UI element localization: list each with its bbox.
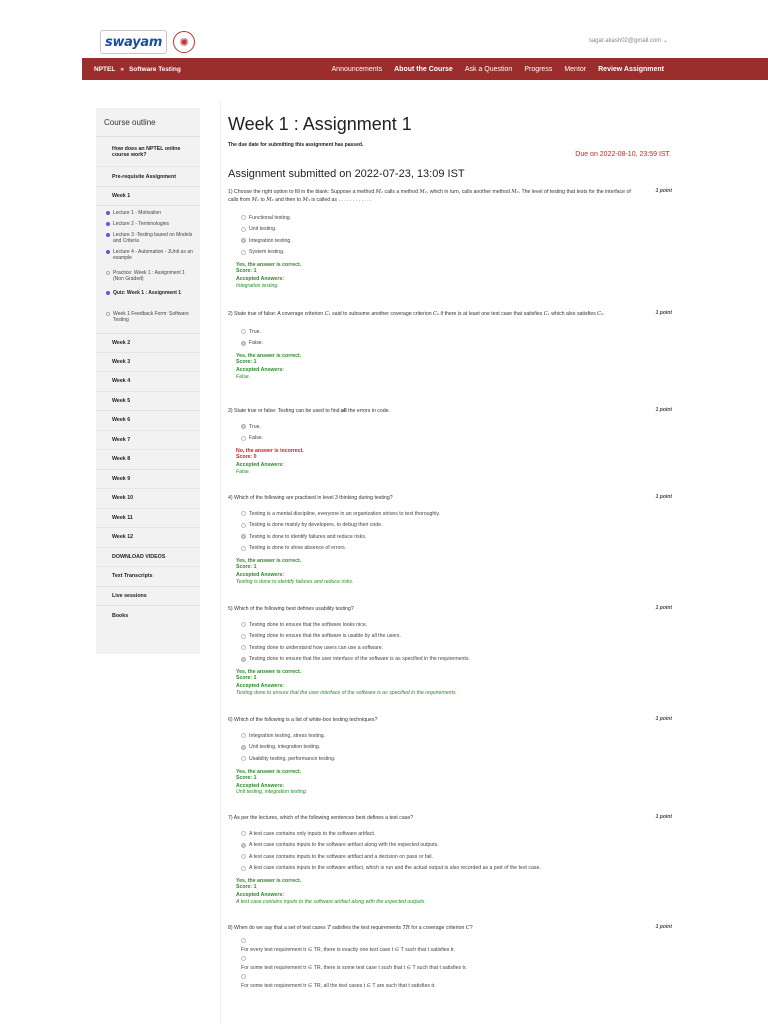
nav-mentor[interactable]: Mentor xyxy=(564,65,587,73)
sidebar-item-week-8[interactable]: Week 8 xyxy=(96,450,200,470)
sidebar-unit[interactable]: Lecture 2 - Terminologies xyxy=(96,221,200,232)
sidebar-item-week-4[interactable]: Week 4 xyxy=(96,372,200,392)
answer-option[interactable]: Unit testing, integration testing. xyxy=(241,742,672,754)
answer-option[interactable]: A test case contains inputs to the software artifact along with the expected outputs. xyxy=(241,840,672,852)
radio-icon[interactable] xyxy=(241,756,246,761)
radio-icon[interactable] xyxy=(241,523,246,528)
answer-option[interactable]: Testing done to ensure that the user interface of the software is as specified in the requirements. xyxy=(241,654,672,666)
completed-dot-icon xyxy=(106,291,110,295)
logo-text: swayam xyxy=(105,34,163,50)
due-date: Due on 2022-08-10, 23:59 IST. xyxy=(575,151,671,158)
swayam-logo[interactable] xyxy=(100,30,167,54)
sidebar-item-week-5[interactable]: Week 5 xyxy=(96,392,200,412)
sidebar-item-week-1[interactable]: Week 1 xyxy=(96,187,200,206)
answer-option[interactable]: Unit testing. xyxy=(241,224,672,236)
answer-feedback: Yes, the answer is correct. Score: 1 Accepted Answers: Integration testing. xyxy=(236,262,302,289)
nav-links xyxy=(332,58,664,80)
radio-icon[interactable] xyxy=(241,329,246,334)
course-outline-sidebar xyxy=(96,108,200,654)
question-points: 1 point xyxy=(655,924,672,930)
answer-option[interactable]: Testing is done to show absence of errors. xyxy=(241,543,672,555)
answer-option[interactable]: For some test requirement tr ∈ TR, there is some test case t such that t ∈ T such that t satisfies tr. xyxy=(241,956,672,971)
answer-option[interactable]: A test case contains inputs to the software artifact, which is run and the actual output is also recorded as a part of the test case. xyxy=(241,863,672,875)
page-title: Week 1 : Assignment 1 xyxy=(228,114,412,134)
completed-dot-icon xyxy=(106,233,110,237)
question-points: 1 point xyxy=(655,716,672,722)
submission-timestamp: Assignment submitted on 2022-07-23, 13:09 IST xyxy=(228,168,465,180)
sidebar-title: Course outline xyxy=(96,108,200,137)
radio-icon[interactable] xyxy=(241,436,246,441)
answer-feedback: Yes, the answer is correct. Score: 1 Accepted Answers: Unit testing, integration testing. xyxy=(236,768,308,796)
radio-icon[interactable] xyxy=(241,938,246,943)
answer-option[interactable]: System testing. xyxy=(241,247,672,259)
answer-option[interactable]: Functional testing. xyxy=(241,212,672,224)
user-menu[interactable]: sagar.akash02@gmail.com ⌄ xyxy=(588,38,668,44)
sidebar-unit[interactable]: Lecture 1 - Motivation xyxy=(96,210,200,221)
sidebar-unit[interactable]: Lecture 3 -Testing based on Models and Criteria xyxy=(96,232,200,249)
radio-selected-icon[interactable] xyxy=(241,843,246,848)
breadcrumb xyxy=(94,66,181,73)
answer-option[interactable]: False. xyxy=(241,338,672,350)
question-4 xyxy=(228,494,672,585)
answer-option[interactable]: False. xyxy=(241,433,672,445)
question-text: 8) When do we say that a set of test cases T satisfies the test requirements TR for a coverage criterion C? xyxy=(228,925,473,931)
answer-option[interactable]: For some test requirement tr ∈ TR, all the test cases t ∈ T are such that t satisfies tr. xyxy=(241,974,672,989)
sidebar-item-week-9[interactable]: Week 9 xyxy=(96,470,200,490)
radio-selected-icon[interactable] xyxy=(241,238,246,243)
answer-feedback: Yes, the answer is correct. Score: 1 Accepted Answers: A test case contains inputs to the software artifact along with the expected outputs. xyxy=(236,878,426,905)
sidebar-item-prerequisite[interactable]: Pre-requisite Assignment xyxy=(96,167,200,187)
incomplete-dot-icon xyxy=(106,312,110,316)
answer-option[interactable]: True. xyxy=(241,421,672,433)
seal-icon: ✺ xyxy=(173,31,195,53)
sidebar-item-text-transcripts[interactable]: Text Transcripts xyxy=(96,567,200,587)
sidebar-item-how-nptel-works[interactable]: How does an NPTEL online course work? xyxy=(96,137,200,167)
incomplete-dot-icon xyxy=(106,271,110,275)
question-text: 2) State true of false: A coverage criterion C₁ said to subsume another coverage criterion C₂ if there is at least one test case that satisfies C₁ which also satisfies C₂. xyxy=(228,311,605,317)
answer-option[interactable]: Testing done to understand how users can use a software. xyxy=(241,642,672,654)
radio-selected-icon[interactable] xyxy=(241,534,246,539)
question-7 xyxy=(228,814,672,905)
question-text: 7) As per the lectures, which of the following sentences best defines a test case? xyxy=(228,815,414,821)
answer-feedback: No, the answer is incorrect. Score: 0 Accepted Answers: False. xyxy=(236,448,304,475)
question-text: 5) Which of the following best defines usability testing? xyxy=(228,606,354,612)
nav-progress[interactable]: Progress xyxy=(524,65,553,73)
answer-option[interactable]: A test case contains only inputs to the software artifact. xyxy=(241,828,672,840)
radio-selected-icon[interactable] xyxy=(241,424,246,429)
breadcrumb-separator: » xyxy=(120,65,124,73)
week-1-units xyxy=(96,206,200,333)
site-logo[interactable] xyxy=(100,29,195,55)
radio-icon[interactable] xyxy=(241,956,246,961)
sidebar-item-week-12[interactable]: Week 12 xyxy=(96,528,200,548)
sidebar-item-books[interactable]: Books xyxy=(112,612,129,619)
sidebar-unit-current[interactable]: Quiz: Week 1 : Assignment 1 xyxy=(96,290,200,311)
question-6 xyxy=(228,716,672,795)
sidebar-unit[interactable]: Week 1 Feedback Form: Software Testing xyxy=(96,311,200,333)
radio-icon[interactable] xyxy=(241,227,246,232)
question-text: 1) Choose the right option to fill in the blank: Suppose a method M₁ calls a method M₂, which in turn, calls another method M₃. The level of testing that tests for the interface of calls from M₁ to M₂ and then to M₃ is called as . . . . . . . . . . . . xyxy=(228,189,631,203)
breadcrumb-root[interactable]: NPTEL xyxy=(94,65,116,73)
question-text: 3) State true or false: Testing can be used to find all the errors in code. xyxy=(228,408,390,414)
question-2 xyxy=(228,310,672,380)
question-points: 1 point xyxy=(655,814,672,820)
completed-dot-icon xyxy=(106,250,110,254)
breadcrumb-course[interactable]: Software Testing xyxy=(128,65,181,73)
answer-option[interactable]: Testing is done to identify failures and reduce risks. xyxy=(241,531,672,543)
radio-selected-icon[interactable] xyxy=(241,745,246,750)
answer-option[interactable]: Integration testing, stress testing. xyxy=(241,730,672,742)
question-points: 1 point xyxy=(655,310,672,316)
sidebar-item-week-3[interactable]: Week 3 xyxy=(96,353,200,373)
radio-icon[interactable] xyxy=(241,831,246,836)
sidebar-unit[interactable]: Practice: Week 1 : Assignment 1 (Non Graded) xyxy=(96,270,200,290)
answer-option[interactable]: Testing is done mainly by developers, to debug their code. xyxy=(241,520,672,532)
answer-feedback: Yes, the answer is correct. Score: 1 Accepted Answers: False. xyxy=(236,353,302,380)
question-points: 1 point xyxy=(655,494,672,500)
radio-icon[interactable] xyxy=(241,854,246,859)
radio-icon[interactable] xyxy=(241,866,246,871)
answer-option[interactable]: For every test requirement tr ∈ TR, there is exactly one test case t ∈ T such that t satisfies tr. xyxy=(241,938,672,953)
top-navbar xyxy=(82,58,768,80)
radio-selected-icon[interactable] xyxy=(241,657,246,662)
sidebar-unit[interactable]: Lecture 4 - Automation - JUnit as an example xyxy=(96,249,200,270)
radio-selected-icon[interactable] xyxy=(241,341,246,346)
radio-icon[interactable] xyxy=(241,645,246,650)
sidebar-item-download-videos[interactable]: DOWNLOAD VIDEOS xyxy=(96,548,200,568)
sidebar-item-live-sessions[interactable]: Live sessions xyxy=(96,587,200,607)
question-5 xyxy=(228,605,672,696)
radio-icon[interactable] xyxy=(241,250,246,255)
radio-icon[interactable] xyxy=(241,974,246,979)
answer-feedback: Yes, the answer is correct. Score: 1 Accepted Answers: Testing done to ensure that the user interface of the software is as specified in the requirements. xyxy=(236,669,457,696)
answer-option[interactable]: Testing is a mental discipline, everyone in an organization strives to test thoroughly. xyxy=(241,508,672,520)
radio-icon[interactable] xyxy=(241,733,246,738)
question-points: 1 point xyxy=(655,407,672,413)
answer-option[interactable]: A test case contains inputs to the software artifact and a decision on pass or fail. xyxy=(241,851,672,863)
question-1 xyxy=(228,188,672,289)
answer-option[interactable]: True. xyxy=(241,326,672,338)
answer-option[interactable]: Testing done to ensure that the software looks nice. xyxy=(241,619,672,631)
question-text: 6) Which of the following is a list of white-box testing techniques? xyxy=(228,717,378,723)
sidebar-item-week-11[interactable]: Week 11 xyxy=(96,509,200,529)
question-8 xyxy=(228,924,672,989)
answer-option[interactable]: Usability testing, performance testing. xyxy=(241,753,672,765)
completed-dot-icon xyxy=(106,211,110,215)
answer-option[interactable]: Testing done to ensure that the software is usable by all the users. xyxy=(241,631,672,643)
question-points: 1 point xyxy=(655,605,672,611)
nav-about-course[interactable]: About the Course xyxy=(394,65,453,73)
sidebar-item-week-10[interactable]: Week 10 xyxy=(96,489,200,509)
nav-announcements[interactable]: Announcements xyxy=(331,65,383,73)
answer-feedback: Yes, the answer is correct. Score: 1 Accepted Answers: Testing is done to identify failures and reduce risks. xyxy=(236,558,354,585)
radio-icon[interactable] xyxy=(241,546,246,551)
radio-icon[interactable] xyxy=(241,634,246,639)
nav-ask-question[interactable]: Ask a Question xyxy=(464,65,513,73)
question-points: 1 point xyxy=(655,188,672,194)
question-3 xyxy=(228,407,672,475)
question-text: 4) Which of the following are practised in level 3 thinking during testing? xyxy=(228,495,393,501)
answer-option[interactable]: Integration testing. xyxy=(241,235,672,247)
due-passed-notice: The due date for submitting this assignment has passed. xyxy=(228,142,364,148)
sidebar-item-week-6[interactable]: Week 6 xyxy=(96,411,200,431)
radio-icon[interactable] xyxy=(241,622,246,627)
completed-dot-icon xyxy=(106,222,110,226)
sidebar-item-week-2[interactable]: Week 2 xyxy=(96,333,200,353)
radio-icon[interactable] xyxy=(241,511,246,516)
radio-icon[interactable] xyxy=(241,215,246,220)
sidebar-item-week-7[interactable]: Week 7 xyxy=(96,431,200,451)
nav-review-assignment[interactable]: Review Assignment xyxy=(598,65,664,73)
